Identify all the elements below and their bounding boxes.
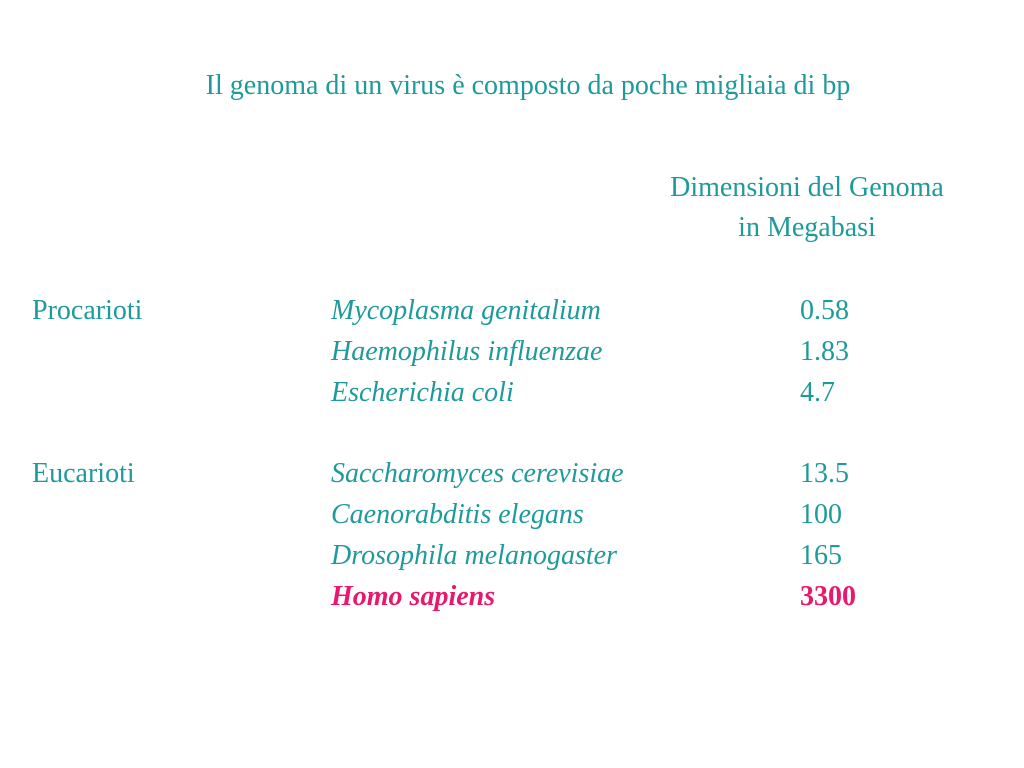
species-name: Saccharomyces cerevisiae [331, 458, 624, 489]
genome-size: 100 [800, 499, 842, 530]
column-header-line-2: in Megabasi [738, 212, 876, 243]
species-name: Haemophilus influenzae [331, 336, 603, 367]
species-name: Escherichia coli [331, 377, 514, 408]
species-name: Drosophila melanogaster [331, 540, 617, 571]
column-header-line-1: Dimensioni del Genoma [670, 172, 944, 203]
group-label-eukaryotes: Eucarioti [32, 458, 135, 489]
species-name: Caenorabditis elegans [331, 499, 584, 530]
column-header [622, 168, 992, 248]
genome-size: 13.5 [800, 458, 849, 489]
group-label-prokaryotes: Procarioti [32, 295, 143, 326]
genome-size: 165 [800, 540, 842, 571]
genome-size: 1.83 [800, 336, 849, 367]
species-name-highlighted: Homo sapiens [331, 581, 496, 612]
genome-size-highlighted: 3300 [800, 581, 856, 612]
genome-size: 0.58 [800, 295, 849, 326]
genome-size: 4.7 [800, 377, 835, 408]
species-name: Mycoplasma genitalium [331, 295, 601, 326]
slide-title: Il genoma di un virus è composto da poche migliaia di bp [205, 70, 851, 101]
